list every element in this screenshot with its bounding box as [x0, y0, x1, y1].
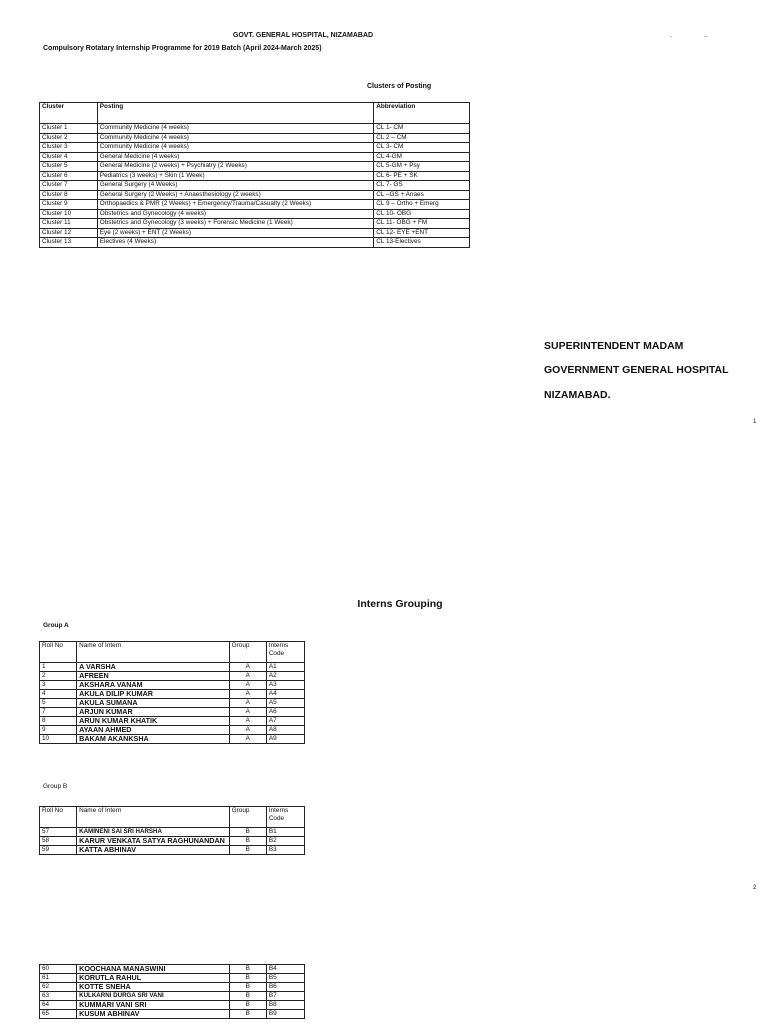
table-row — [40, 663, 305, 672]
group-cell: A — [229, 726, 266, 735]
table-row — [40, 690, 305, 699]
cluster-cell: Cluster 2 — [40, 133, 98, 143]
intern-name-cell: KULKARNI DURGA SRI VANI — [77, 992, 230, 1001]
cluster-cell: Cluster 4 — [40, 152, 98, 162]
abbreviation-cell: CL –GS + Anaes — [374, 190, 470, 200]
abbreviation-cell: CL 5-GM + Psy — [374, 162, 470, 172]
intern-name-cell: KAMINENI SAI SRI HARSHA — [77, 828, 230, 837]
intern-name-cell: AFREEN — [77, 672, 230, 681]
table-row — [40, 181, 470, 191]
column-header: Group — [229, 642, 266, 663]
cluster-cell: Cluster 8 — [40, 190, 98, 200]
column-header: Group — [229, 807, 266, 828]
table-row — [40, 708, 305, 717]
group-cell: B — [229, 1010, 266, 1019]
intern-name-cell: KARUR VENKATA SATYA RAGHUNANDAN — [77, 837, 230, 846]
cluster-cell: Cluster 6 — [40, 171, 98, 181]
group-cell: A — [229, 735, 266, 744]
table-row — [40, 200, 470, 210]
roll-no-cell: 62 — [40, 983, 77, 992]
intern-name-cell: KORUTLA RAHUL — [77, 974, 230, 983]
group-cell: A — [229, 681, 266, 690]
posting-cell: Orthopaedics & PMR (2 Weeks) + Emergency/Trauma/Casualty (2 Weeks) — [97, 200, 373, 210]
column-header: Name of Intern — [77, 807, 230, 828]
posting-cell: Obstetrics and Gynecology (3 weeks) + Forensic Medicine (1 Week) — [97, 219, 373, 229]
table-row — [40, 1010, 305, 1019]
cluster-cell: Cluster 9 — [40, 200, 98, 210]
table-row — [40, 717, 305, 726]
roll-no-cell: 5 — [40, 699, 77, 708]
group-cell: A — [229, 672, 266, 681]
roll-no-cell: 59 — [40, 846, 77, 855]
posting-cell: General Surgery (4 Weeks) — [97, 181, 373, 191]
abbreviation-cell: CL 7- GS — [374, 181, 470, 191]
group-cell: B — [229, 974, 266, 983]
address-line: SUPERINTENDENT MADAM — [544, 340, 684, 352]
intern-name-cell: KOOCHANA MANASWINI — [77, 965, 230, 974]
roll-no-cell: 63 — [40, 992, 77, 1001]
column-header: Roll No — [40, 807, 77, 828]
intern-code-cell: B2 — [266, 837, 304, 846]
column-header: Roll No — [40, 642, 77, 663]
intern-name-cell: AYAAN AHMED — [77, 726, 230, 735]
group-cell: A — [229, 663, 266, 672]
roll-no-cell: 64 — [40, 1001, 77, 1010]
abbreviation-cell: CL 10- OBG — [374, 209, 470, 219]
group-b-label: Group B — [43, 783, 68, 790]
cluster-cell: Cluster 7 — [40, 181, 98, 191]
table-row — [40, 974, 305, 983]
intern-name-cell: AKULA DILIP KUMAR — [77, 690, 230, 699]
table-row — [40, 828, 305, 837]
abbreviation-cell: CL 12- EYE +ENT — [374, 228, 470, 238]
posting-cell: Community Medicine (4 weeks) — [97, 124, 373, 134]
cluster-cell: Cluster 5 — [40, 162, 98, 172]
intern-code-cell: B5 — [266, 974, 304, 983]
cluster-cell: Cluster 13 — [40, 238, 98, 248]
intern-code-cell: A3 — [266, 681, 304, 690]
intern-code-cell: B4 — [266, 965, 304, 974]
cluster-cell: Cluster 1 — [40, 124, 98, 134]
table-row — [40, 681, 305, 690]
intern-code-cell: A9 — [266, 735, 304, 744]
table-row — [40, 992, 305, 1001]
cluster-cell: Cluster 11 — [40, 219, 98, 229]
intern-code-cell: B9 — [266, 1010, 304, 1019]
page-number: 1 — [753, 419, 757, 425]
intern-name-cell: BAKAM AKANKSHA — [77, 735, 230, 744]
table-row — [40, 672, 305, 681]
group-cell: B — [229, 965, 266, 974]
clusters-caption: Clusters of Posting — [367, 83, 432, 90]
table-row — [40, 228, 470, 238]
roll-no-cell: 3 — [40, 681, 77, 690]
abbreviation-cell: CL 2 – CM — [374, 133, 470, 143]
intern-code-cell: B6 — [266, 983, 304, 992]
group-cell: B — [229, 1001, 266, 1010]
intern-name-cell: KUSUM ABHINAV — [77, 1010, 230, 1019]
table-row — [40, 190, 470, 200]
posting-cell: Pediatrics (3 weeks) + Skin (1 Week) — [97, 171, 373, 181]
table-row — [40, 171, 470, 181]
table-row — [40, 124, 470, 134]
table-row — [40, 1001, 305, 1010]
intern-name-cell: AKULA SUMANA — [77, 699, 230, 708]
document-subtitle: Compulsory Rotatary Internship Programme for 2019 Batch (April 2024-March 2025) — [43, 45, 322, 52]
roll-no-cell: 4 — [40, 690, 77, 699]
group-cell: B — [229, 983, 266, 992]
table-row — [40, 846, 305, 855]
column-header: Name of Intern — [77, 642, 230, 663]
table-row — [40, 143, 470, 153]
group-cell: A — [229, 708, 266, 717]
intern-code-cell: A2 — [266, 672, 304, 681]
table-row — [40, 219, 470, 229]
roll-no-cell: 1 — [40, 663, 77, 672]
table-row — [40, 133, 470, 143]
intern-code-cell: B8 — [266, 1001, 304, 1010]
roll-no-cell: 61 — [40, 974, 77, 983]
group-a-table — [39, 641, 305, 744]
cluster-cell: Cluster 3 — [40, 143, 98, 153]
roll-no-cell: 57 — [40, 828, 77, 837]
intern-code-cell: A7 — [266, 717, 304, 726]
group-cell: A — [229, 699, 266, 708]
table-row — [40, 162, 470, 172]
intern-name-cell: KUMMARI VANI SRI — [77, 1001, 230, 1010]
group-cell: B — [229, 837, 266, 846]
intern-code-cell: A5 — [266, 699, 304, 708]
posting-cell: Community Medicine (4 weeks) — [97, 133, 373, 143]
group-cell: A — [229, 717, 266, 726]
posting-cell: Community Medicine (4 weeks) — [97, 143, 373, 153]
abbreviation-cell: CL 9 – Ortho + Emerg — [374, 200, 470, 210]
group-b-continued-table — [39, 964, 305, 1019]
intern-name-cell: ARUN KUMAR KHATIK — [77, 717, 230, 726]
roll-no-cell: 7 — [40, 708, 77, 717]
group-cell: B — [229, 992, 266, 1001]
abbreviation-cell: CL 1- CM — [374, 124, 470, 134]
intern-code-cell: B3 — [266, 846, 304, 855]
column-header: Posting — [97, 103, 373, 124]
intern-name-cell: KATTA ABHINAV — [77, 846, 230, 855]
table-row — [40, 726, 305, 735]
header-mark: .. — [704, 32, 708, 39]
posting-cell: General Medicine (4 weeks) — [97, 152, 373, 162]
table-row — [40, 965, 305, 974]
cluster-cell: Cluster 12 — [40, 228, 98, 238]
roll-no-cell: 2 — [40, 672, 77, 681]
intern-code-cell: B1 — [266, 828, 304, 837]
posting-cell: Electives (4 Weeks) — [97, 238, 373, 248]
abbreviation-cell: CL 4-GM — [374, 152, 470, 162]
roll-no-cell: 65 — [40, 1010, 77, 1019]
roll-no-cell: 58 — [40, 837, 77, 846]
abbreviation-cell: CL 6- PE + SK — [374, 171, 470, 181]
abbreviation-cell: CL 11- OBG + FM — [374, 219, 470, 229]
roll-no-cell: 8 — [40, 717, 77, 726]
roll-no-cell: 10 — [40, 735, 77, 744]
table-row — [40, 699, 305, 708]
intern-code-cell: A6 — [266, 708, 304, 717]
table-row — [40, 983, 305, 992]
intern-code-cell: A1 — [266, 663, 304, 672]
column-header: Cluster — [40, 103, 98, 124]
posting-cell: General Medicine (2 weeks) + Psychiatry (2 Weeks) — [97, 162, 373, 172]
column-header: Interns Code — [266, 642, 304, 663]
page-number: 2 — [753, 885, 757, 891]
column-header: Interns Code — [266, 807, 304, 828]
table-row — [40, 238, 470, 248]
intern-code-cell: B7 — [266, 992, 304, 1001]
intern-name-cell: A VARSHA — [77, 663, 230, 672]
roll-no-cell: 60 — [40, 965, 77, 974]
table-row — [40, 837, 305, 846]
grouping-title: Interns Grouping — [357, 598, 443, 610]
group-cell: B — [229, 846, 266, 855]
address-line: NIZAMABAD. — [544, 389, 611, 401]
table-header-row — [40, 807, 305, 828]
intern-code-cell: A4 — [266, 690, 304, 699]
group-a-label: Group A — [43, 622, 69, 629]
intern-name-cell: KOTTE SNEHA — [77, 983, 230, 992]
abbreviation-cell: CL 13-Electives — [374, 238, 470, 248]
clusters-table — [39, 102, 470, 248]
posting-cell: General Surgery (2 Weeks) + Anaesthesiology (2 weeks) — [97, 190, 373, 200]
roll-no-cell: 9 — [40, 726, 77, 735]
cluster-cell: Cluster 10 — [40, 209, 98, 219]
group-cell: B — [229, 828, 266, 837]
table-row — [40, 735, 305, 744]
table-row — [40, 152, 470, 162]
group-b-table — [39, 806, 305, 855]
posting-cell: Obstetrics and Gynecology (4 weeks) — [97, 209, 373, 219]
header-mark: . — [670, 32, 672, 39]
address-line: GOVERNMENT GENERAL HOSPITAL — [544, 364, 729, 376]
table-header-row — [40, 642, 305, 663]
column-header: Abbreviation — [374, 103, 470, 124]
document-title: GOVT. GENERAL HOSPITAL, NIZAMABAD — [232, 32, 374, 39]
table-header-row — [40, 103, 470, 124]
table-row — [40, 209, 470, 219]
posting-cell: Eye (2 weeks) + ENT (2 Weeks) — [97, 228, 373, 238]
abbreviation-cell: CL 3- CM — [374, 143, 470, 153]
intern-name-cell: ARJUN KUMAR — [77, 708, 230, 717]
intern-code-cell: A8 — [266, 726, 304, 735]
intern-name-cell: AKSHARA VANAM — [77, 681, 230, 690]
group-cell: A — [229, 690, 266, 699]
